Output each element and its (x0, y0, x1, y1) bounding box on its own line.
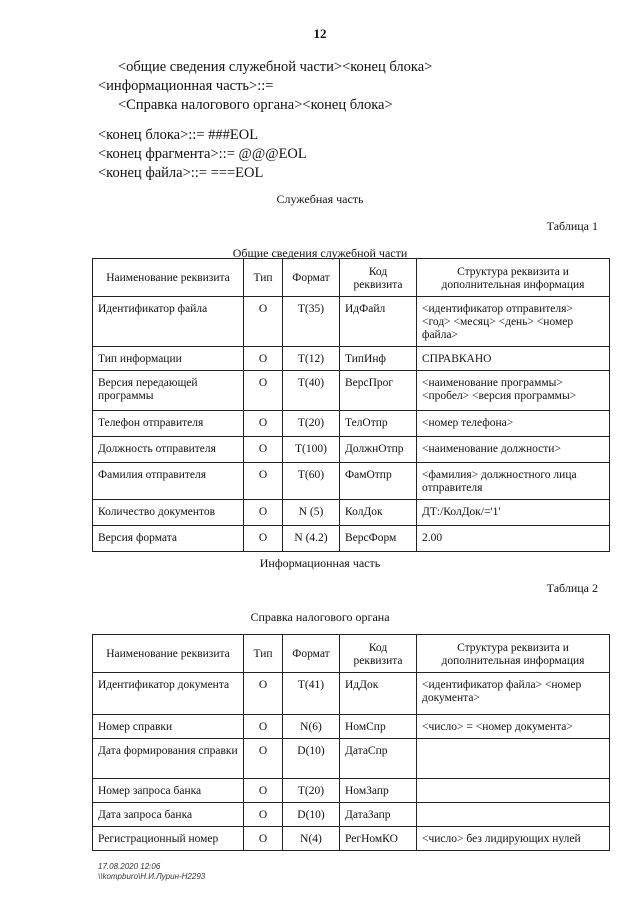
cell-type: О (244, 437, 283, 463)
cell-structure: <номер телефона> (417, 411, 610, 437)
cell-format: D(10) (283, 803, 340, 827)
cell-format: T(20) (283, 779, 340, 803)
header-code: Код реквизита (340, 259, 417, 297)
cell-name: Номер справки (93, 715, 244, 739)
cell-type: О (244, 673, 283, 715)
cell-format: T(35) (283, 297, 340, 347)
cell-type: О (244, 347, 283, 371)
grammar-line: <Справка налогового органа><конец блока> (118, 97, 393, 113)
grammar-block-1 (98, 58, 432, 115)
cell-structure: СПРАВКАНО (417, 347, 610, 371)
cell-format: N(4) (283, 827, 340, 851)
table-row (93, 347, 610, 371)
cell-format: T(20) (283, 411, 340, 437)
cell-code: ТелОтпр (340, 411, 417, 437)
grammar-line: <конец файла>::= ===EOL (98, 165, 264, 181)
cell-structure: <идентификатор файла> <номер документа> (417, 673, 610, 715)
table-label-2: Таблица 2 (546, 581, 598, 595)
grammar-line: <общие сведения служебной части><конец блока> (118, 59, 433, 75)
cell-name: Тип информации (93, 347, 244, 371)
cell-name: Версия передающей программы (93, 371, 244, 411)
header-format: Формат (283, 635, 340, 673)
cell-format: T(100) (283, 437, 340, 463)
cell-code: ВерсФорм (340, 526, 417, 552)
cell-structure (417, 779, 610, 803)
cell-code: НомЗапр (340, 779, 417, 803)
cell-format: T(40) (283, 371, 340, 411)
cell-name: Идентификатор файла (93, 297, 244, 347)
grammar-line: <конец фрагмента>::= @@@EOL (98, 146, 307, 162)
cell-type: О (244, 526, 283, 552)
cell-structure: ДТ:/КолДок/='1' (417, 500, 610, 526)
table-row (93, 463, 610, 500)
table-row (93, 739, 610, 779)
cell-structure: <идентификатор отправителя> <год> <месяц> <день> <номер файла> (417, 297, 610, 347)
cell-code: КолДок (340, 500, 417, 526)
table-caption-2: Справка налогового органа (250, 610, 390, 624)
cell-format: T(60) (283, 463, 340, 500)
cell-type: О (244, 779, 283, 803)
grammar-line: <информационная часть>::= (98, 78, 274, 94)
cell-name: Версия формата (93, 526, 244, 552)
cell-code: РегНомКО (340, 827, 417, 851)
cell-structure: <фамилия> должностного лица отправителя (417, 463, 610, 500)
table-row (93, 715, 610, 739)
cell-name: Дата формирования справки (93, 739, 244, 779)
table-caption-1: Общие сведения служебной части (232, 246, 408, 260)
cell-name: Идентификатор документа (93, 673, 244, 715)
cell-name: Дата запроса банка (93, 803, 244, 827)
cell-code: ДатаЗапр (340, 803, 417, 827)
cell-type: О (244, 739, 283, 779)
cell-structure: <число> = <номер документа> (417, 715, 610, 739)
cell-format: N(6) (283, 715, 340, 739)
table-row (93, 437, 610, 463)
cell-code: ИдФайл (340, 297, 417, 347)
cell-type: О (244, 297, 283, 347)
header-type: Тип (244, 259, 283, 297)
cell-name: Количество документов (93, 500, 244, 526)
table-row (93, 779, 610, 803)
cell-code: ИдДок (340, 673, 417, 715)
cell-type: О (244, 500, 283, 526)
table-row (93, 411, 610, 437)
table-row (93, 500, 610, 526)
header-name: Наименование реквизита (93, 635, 244, 673)
cell-type: О (244, 803, 283, 827)
cell-code: ДолжнОтпр (340, 437, 417, 463)
table-header-row (93, 259, 610, 297)
header-code: Код реквизита (340, 635, 417, 673)
cell-code: НомСпр (340, 715, 417, 739)
cell-code: ФамОтпр (340, 463, 417, 500)
cell-type: О (244, 463, 283, 500)
footer-stamp (98, 862, 205, 882)
cell-name: Регистрационный номер (93, 827, 244, 851)
page-number: 12 (313, 26, 327, 41)
table-label-1: Таблица 1 (546, 219, 598, 233)
cell-structure: 2.00 (417, 526, 610, 552)
header-format: Формат (283, 259, 340, 297)
cell-code: ДатаСпр (340, 739, 417, 779)
table-row (93, 371, 610, 411)
cell-type: О (244, 411, 283, 437)
cell-name: Номер запроса банка (93, 779, 244, 803)
table-row (93, 297, 610, 347)
table-header-row (93, 635, 610, 673)
cell-type: О (244, 827, 283, 851)
cell-format: T(12) (283, 347, 340, 371)
cell-name: Телефон отправителя (93, 411, 244, 437)
grammar-line: <конец блока>::= ###EOL (98, 127, 259, 143)
header-structure: Структура реквизита и дополнительная информация (417, 635, 610, 673)
table-row (93, 803, 610, 827)
cell-type: О (244, 715, 283, 739)
cell-structure (417, 803, 610, 827)
cell-name: Должность отправителя (93, 437, 244, 463)
header-type: Тип (244, 635, 283, 673)
cell-structure: <наименование должности> (417, 437, 610, 463)
cell-structure: <наименование программы> <пробел> <версия программы> (417, 371, 610, 411)
footer-line: 17.08.2020 12:06 (98, 862, 161, 871)
grammar-block-2 (98, 126, 307, 183)
cell-code: ВерсПрог (340, 371, 417, 411)
cell-structure: <число> без лидирующих нулей (417, 827, 610, 851)
cell-structure (417, 739, 610, 779)
table-row (93, 673, 610, 715)
section-title-service: Служебная часть (276, 192, 364, 206)
table-row (93, 827, 610, 851)
cell-format: T(41) (283, 673, 340, 715)
header-name: Наименование реквизита (93, 259, 244, 297)
table-tax-certificate (92, 634, 610, 851)
cell-format: N (4.2) (283, 526, 340, 552)
table-service-info (92, 258, 610, 552)
cell-type: О (244, 371, 283, 411)
table-row (93, 526, 610, 552)
cell-code: ТипИнф (340, 347, 417, 371)
cell-format: N (5) (283, 500, 340, 526)
cell-name: Фамилия отправителя (93, 463, 244, 500)
footer-line: \\kompburo\Н.И.Лурин-Н2293 (98, 872, 206, 881)
section-title-info: Информационная часть (259, 556, 381, 570)
header-structure: Структура реквизита и дополнительная информация (417, 259, 610, 297)
cell-format: D(10) (283, 739, 340, 779)
